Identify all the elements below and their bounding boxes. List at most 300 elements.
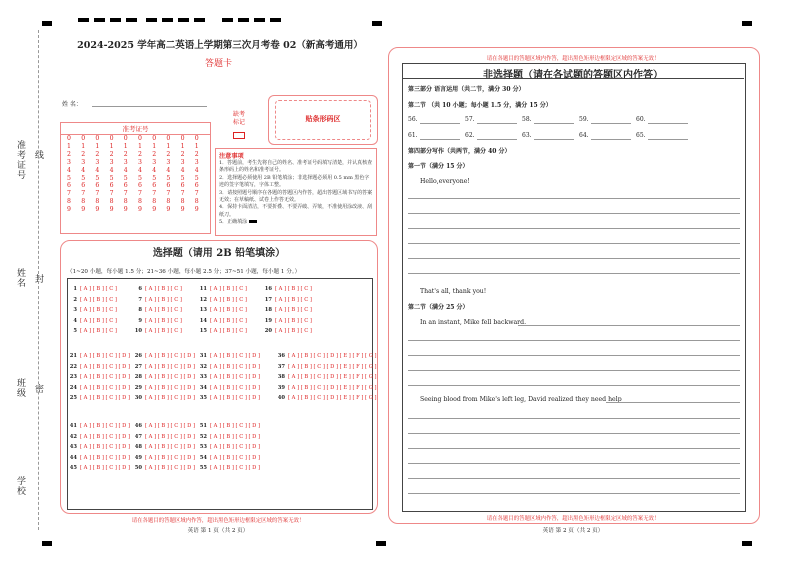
writing-line[interactable] [408, 340, 740, 341]
digit-bubble[interactable]: 3 [180, 158, 185, 166]
digit-bubble[interactable]: 2 [152, 150, 157, 158]
digit-bubble[interactable]: 0 [166, 135, 171, 142]
option-bubbles[interactable]: [ A ] [ B ] [ C ] [ D ] [ E ] [ F ] [ G ] [288, 395, 377, 401]
digit-column[interactable] [138, 135, 142, 214]
question-number: 34 [199, 384, 207, 391]
question-number: 4 [73, 317, 77, 324]
digit-bubble[interactable]: 3 [123, 158, 128, 166]
writing-section2-label: 第二节（满分 25 分） [408, 304, 469, 311]
option-bubbles[interactable]: [ A ] [ B ] [ C ] [ D ] [145, 395, 196, 401]
option-bubbles[interactable]: [ A ] [ B ] [ C ] [ D ] [210, 353, 261, 359]
digit-bubble[interactable]: 5 [194, 174, 199, 182]
digit-bubble[interactable]: 7 [138, 190, 142, 198]
option-bubbles[interactable]: [ A ] [ B ] [ C ] [ D ] [145, 384, 196, 391]
question-row[interactable] [275, 385, 377, 391]
option-bubbles[interactable]: [ A ] [ B ] [ C ] [80, 317, 117, 324]
option-bubbles[interactable]: [ A ] [ B ] [ C ] [ D ] [210, 423, 261, 429]
writing-line[interactable] [408, 448, 740, 449]
digit-bubble[interactable]: 5 [123, 174, 128, 182]
absent-label: 缺考标记 [232, 111, 245, 126]
digit-bubble[interactable]: 9 [123, 206, 128, 214]
question-row[interactable] [275, 353, 377, 359]
question-row[interactable] [132, 455, 195, 461]
writing-section1-label: 第一节（满分 15 分） [408, 163, 469, 170]
digit-bubble[interactable]: 5 [109, 174, 114, 182]
option-bubbles[interactable]: [ A ] [ B ] [ C ] [80, 286, 117, 292]
digit-bubble[interactable]: 4 [95, 166, 100, 174]
option-bubbles[interactable]: [ A ] [ B ] [ C ] [ D ] [80, 433, 131, 440]
digit-bubble[interactable]: 9 [180, 206, 185, 214]
question-row[interactable] [262, 318, 312, 324]
question-row[interactable] [67, 385, 130, 391]
notes-title: 注意事项 [219, 153, 244, 160]
digit-bubble[interactable]: 1 [152, 142, 157, 150]
digit-column[interactable] [152, 135, 156, 214]
question-number: 27 [134, 363, 142, 370]
name-field[interactable] [92, 106, 207, 107]
option-bubbles[interactable]: [ A ] [ B ] [ C ] [145, 296, 182, 303]
digit-bubble[interactable]: 4 [67, 166, 71, 174]
timing-mark [742, 21, 752, 26]
option-bubbles[interactable]: [ A ] [ B ] [ C ] [210, 307, 247, 313]
option-bubbles[interactable]: [ A ] [ B ] [ C ] [145, 307, 182, 313]
paragraph1-start: In an instant, Mike fell backward. [420, 319, 527, 326]
option-bubbles[interactable]: [ A ] [ B ] [ C ] [145, 328, 182, 334]
digit-bubble[interactable]: 7 [95, 190, 100, 198]
question-row[interactable] [132, 465, 195, 471]
option-bubbles[interactable]: [ A ] [ B ] [ C ] [ D ] [210, 454, 261, 461]
digit-bubble[interactable]: 1 [95, 142, 100, 150]
digit-bubble[interactable]: 1 [123, 142, 128, 150]
digit-bubble[interactable]: 2 [123, 150, 128, 158]
digit-bubble[interactable]: 0 [109, 135, 114, 142]
question-row[interactable] [197, 423, 260, 429]
digit-bubble[interactable]: 8 [180, 198, 185, 206]
blank-answer-line[interactable] [420, 123, 460, 124]
writing-line[interactable] [408, 213, 740, 214]
blank-answer-line[interactable] [591, 123, 631, 124]
option-bubbles[interactable]: [ A ] [ B ] [ C ] [ D ] [145, 454, 196, 461]
question-number: 46 [134, 423, 142, 429]
digit-bubble[interactable]: 3 [67, 158, 71, 166]
option-bubbles[interactable]: [ A ] [ B ] [ C ] [ D ] [210, 465, 261, 471]
question-row[interactable] [67, 364, 130, 370]
digit-bubble[interactable]: 0 [180, 135, 185, 142]
question-row[interactable] [67, 444, 130, 450]
digit-bubble[interactable]: 6 [123, 182, 128, 190]
writing-line[interactable] [408, 493, 740, 494]
question-row[interactable] [197, 353, 260, 359]
digit-bubble[interactable]: 5 [67, 174, 71, 182]
question-number: 51 [199, 423, 207, 429]
digit-bubble[interactable]: 6 [152, 182, 157, 190]
question-row[interactable] [197, 385, 260, 391]
writing-line[interactable] [408, 478, 740, 479]
digit-bubble[interactable]: 2 [67, 150, 71, 158]
digit-bubble[interactable]: 8 [152, 198, 157, 206]
digit-bubble[interactable]: 5 [180, 174, 185, 182]
option-bubbles[interactable]: [ A ] [ B ] [ C ] [ D ] [ E ] [ F ] [ G ] [288, 384, 377, 391]
digit-column[interactable] [195, 135, 199, 214]
question-number: 30 [134, 395, 142, 401]
question-row[interactable] [67, 374, 130, 380]
option-bubbles[interactable]: [ A ] [ B ] [ C ] [ D ] [145, 433, 196, 440]
digit-bubble[interactable]: 7 [166, 190, 171, 198]
side-label-secret: 密 [33, 384, 43, 394]
digit-bubble[interactable]: 4 [166, 166, 171, 174]
digit-bubble[interactable]: 7 [81, 190, 86, 198]
blank-answer-line[interactable] [420, 139, 460, 140]
blank-answer-line[interactable] [534, 139, 574, 140]
question-row[interactable] [132, 395, 195, 401]
question-row[interactable] [67, 286, 117, 292]
writing-line[interactable] [408, 370, 740, 371]
option-bubbles[interactable]: [ A ] [ B ] [ C ] [ D ] [210, 444, 261, 450]
question-number: 19 [264, 317, 272, 324]
digit-bubble[interactable]: 6 [194, 182, 199, 190]
digit-bubble[interactable]: 7 [194, 190, 199, 198]
question-row[interactable] [275, 395, 377, 401]
writing-line[interactable] [408, 433, 740, 434]
question-row[interactable] [132, 318, 182, 324]
question-row[interactable] [197, 318, 247, 324]
option-bubbles[interactable]: [ A ] [ B ] [ C ] [80, 296, 117, 303]
exam-number-grid[interactable] [60, 122, 211, 234]
digit-bubble[interactable]: 2 [194, 150, 199, 158]
digit-column[interactable] [166, 135, 170, 214]
digit-bubble[interactable]: 7 [67, 190, 71, 198]
part4-label: 第四部分写作（共两节，满分 40 分） [408, 148, 511, 155]
option-bubbles[interactable]: [ A ] [ B ] [ C ] [ D ] [145, 363, 196, 370]
digit-bubble[interactable]: 3 [166, 158, 171, 166]
writing-line[interactable] [408, 463, 740, 464]
question-row[interactable] [262, 297, 312, 303]
question-row[interactable] [67, 307, 117, 313]
option-bubbles[interactable]: [ A ] [ B ] [ C ] [ D ] [80, 374, 131, 380]
question-row[interactable] [67, 328, 117, 334]
option-bubbles[interactable]: [ A ] [ B ] [ C ] [ D ] [210, 363, 261, 370]
digit-bubble[interactable]: 6 [81, 182, 86, 190]
digit-bubble[interactable]: 4 [109, 166, 114, 174]
notes-box [215, 148, 377, 236]
digit-bubble[interactable]: 2 [166, 150, 171, 158]
digit-bubble[interactable]: 1 [180, 142, 185, 150]
timing-mark [42, 541, 52, 546]
option-bubbles[interactable]: [ A ] [ B ] [ C ] [145, 317, 182, 324]
timing-mark [742, 541, 752, 546]
writing-line[interactable] [408, 243, 740, 244]
option-bubbles[interactable]: [ A ] [ B ] [ C ] [275, 328, 312, 334]
writing-line[interactable] [518, 325, 740, 326]
blank-answer-line[interactable] [477, 139, 517, 140]
option-bubbles[interactable]: [ A ] [ B ] [ C ] [ D ] [210, 395, 261, 401]
digit-bubble[interactable]: 7 [123, 190, 128, 198]
question-row[interactable] [275, 374, 377, 380]
question-row[interactable] [197, 465, 260, 471]
question-number: 25 [69, 395, 77, 401]
absent-checkbox[interactable] [233, 132, 245, 139]
question-row[interactable] [262, 328, 312, 334]
blank-number: 62. [465, 132, 475, 139]
note-item: 2．选择题必须使用 2B 铅笔填涂；非选择题必须用 0.5 mm 黑色字迹的签字笔填写，字体工整。 [219, 174, 370, 189]
option-bubbles[interactable]: [ A ] [ B ] [ C ] [ D ] [80, 465, 131, 471]
digit-bubble[interactable]: 3 [95, 158, 100, 166]
question-number: 6 [138, 286, 142, 292]
digit-bubble[interactable]: 1 [109, 142, 114, 150]
digit-bubble[interactable]: 9 [95, 206, 100, 214]
digit-bubble[interactable]: 3 [138, 158, 142, 166]
writing-line[interactable] [408, 258, 740, 259]
option-bubbles[interactable]: [ A ] [ B ] [ C ] [ D ] [145, 465, 196, 471]
digit-bubble[interactable]: 0 [67, 135, 71, 142]
question-row[interactable] [132, 444, 195, 450]
blank-answer-line[interactable] [591, 139, 631, 140]
digit-bubble[interactable]: 5 [81, 174, 86, 182]
digit-bubble[interactable]: 4 [180, 166, 185, 174]
option-bubbles[interactable]: [ A ] [ B ] [ C ] [ D ] [ E ] [ F ] [ G ] [288, 363, 377, 370]
digit-bubble[interactable]: 2 [81, 150, 86, 158]
choice-section [60, 240, 378, 514]
digit-bubble[interactable]: 0 [95, 135, 100, 142]
option-bubbles[interactable]: [ A ] [ B ] [ C ] [ D ] [80, 395, 131, 401]
option-bubbles[interactable]: [ A ] [ B ] [ C ] [ D ] [80, 444, 131, 450]
question-row[interactable] [67, 353, 130, 359]
question-number: 8 [138, 307, 142, 313]
question-row[interactable] [67, 395, 130, 401]
question-row[interactable] [197, 455, 260, 461]
option-bubbles[interactable]: [ A ] [ B ] [ C ] [275, 296, 312, 303]
question-row[interactable] [197, 434, 260, 440]
option-bubbles[interactable]: [ A ] [ B ] [ C ] [ D ] [145, 374, 196, 380]
card-subtitle: 答题卡 [205, 59, 233, 69]
digit-bubble[interactable]: 2 [95, 150, 100, 158]
option-bubbles[interactable]: [ A ] [ B ] [ C ] [80, 307, 117, 313]
question-row[interactable] [262, 286, 312, 292]
digit-bubble[interactable]: 6 [138, 182, 142, 190]
option-bubbles[interactable]: [ A ] [ B ] [ C ] [ D ] [210, 384, 261, 391]
question-number: 9 [138, 317, 142, 324]
question-row[interactable] [132, 297, 182, 303]
side-label-class: 班级 [15, 378, 25, 398]
option-bubbles[interactable]: [ A ] [ B ] [ C ] [ D ] [80, 353, 131, 359]
digit-bubble[interactable]: 9 [67, 206, 71, 214]
question-row[interactable] [132, 423, 195, 429]
digit-bubble[interactable]: 8 [109, 198, 114, 206]
question-number: 3 [73, 307, 77, 313]
writing-line[interactable] [408, 198, 740, 199]
digit-bubble[interactable]: 0 [138, 135, 142, 142]
option-bubbles[interactable]: [ A ] [ B ] [ C ] [ D ] [80, 363, 131, 370]
question-number: 17 [264, 296, 272, 303]
blank-answer-line[interactable] [477, 123, 517, 124]
digit-bubble[interactable]: 1 [67, 142, 71, 150]
digit-bubble[interactable]: 2 [180, 150, 185, 158]
digit-bubble[interactable]: 0 [152, 135, 157, 142]
digit-bubble[interactable]: 2 [109, 150, 114, 158]
option-bubbles[interactable]: [ A ] [ B ] [ C ] [275, 307, 312, 313]
digit-bubble[interactable]: 5 [166, 174, 171, 182]
question-number: 45 [69, 465, 77, 471]
digit-bubble[interactable]: 7 [152, 190, 157, 198]
question-row[interactable] [132, 434, 195, 440]
digit-bubble[interactable]: 4 [138, 166, 142, 174]
writing-line[interactable] [408, 273, 740, 274]
question-number: 35 [199, 395, 207, 401]
digit-column[interactable] [67, 135, 71, 214]
digit-bubble[interactable]: 8 [81, 198, 86, 206]
digit-bubble[interactable]: 1 [138, 142, 142, 150]
right-bottom-warning: 请在各题目的答题区域内作答，超出黑色矩形边框限定区域的答案无效！ [486, 516, 660, 522]
question-row[interactable] [262, 307, 312, 313]
digit-bubble[interactable]: 6 [95, 182, 100, 190]
option-bubbles[interactable]: [ A ] [ B ] [ C ] [275, 286, 312, 292]
question-row[interactable] [197, 307, 247, 313]
question-number: 29 [134, 384, 142, 391]
digit-bubble[interactable]: 4 [152, 166, 157, 174]
digit-bubble[interactable]: 9 [138, 206, 142, 214]
question-row[interactable] [197, 444, 260, 450]
digit-bubble[interactable]: 5 [138, 174, 142, 182]
side-label-line: 线 [33, 150, 43, 160]
digit-bubble[interactable]: 9 [194, 206, 199, 214]
letter-end: That's all, thank you! [420, 288, 487, 295]
digit-bubble[interactable]: 4 [123, 166, 128, 174]
option-bubbles[interactable]: [ A ] [ B ] [ C ] [145, 286, 182, 292]
option-bubbles[interactable]: [ A ] [ B ] [ C ] [ D ] [80, 454, 131, 461]
choice-title: 选择题（请用 2B 铅笔填涂） [152, 248, 286, 259]
question-row[interactable] [132, 286, 182, 292]
question-row[interactable] [132, 353, 195, 359]
writing-line[interactable] [408, 385, 740, 386]
note-item: 5．正确填涂 [219, 219, 248, 226]
option-bubbles[interactable]: [ A ] [ B ] [ C ] [210, 296, 247, 303]
blank-answer-line[interactable] [534, 123, 574, 124]
digit-bubble[interactable]: 8 [123, 198, 128, 206]
question-row[interactable] [67, 455, 130, 461]
digit-bubble[interactable]: 6 [166, 182, 171, 190]
note-item: 4．保持卡面清洁，不要折叠、不要弄破、弄皱，不准使用涂改液、刮纸刀。 [219, 204, 373, 218]
question-row[interactable] [132, 307, 182, 313]
digit-column[interactable] [81, 135, 85, 214]
digit-bubble[interactable]: 5 [152, 174, 157, 182]
blank-number: 64. [579, 132, 589, 139]
timing-mark [42, 21, 52, 26]
question-number: 54 [199, 454, 207, 461]
question-number: 52 [199, 433, 207, 440]
digit-bubble[interactable]: 0 [81, 135, 86, 142]
digit-bubble[interactable]: 8 [138, 198, 142, 206]
exam-number-label: 准考证号 [61, 124, 210, 135]
writing-line[interactable] [606, 402, 740, 403]
question-row[interactable] [132, 374, 195, 380]
option-bubbles[interactable]: [ A ] [ B ] [ C ] [ D ] [145, 423, 196, 429]
option-bubbles[interactable]: [ A ] [ B ] [ C ] [210, 317, 247, 324]
question-row[interactable] [197, 328, 247, 334]
question-row[interactable] [67, 297, 117, 303]
option-bubbles[interactable]: [ A ] [ B ] [ C ] [80, 328, 117, 334]
digit-bubble[interactable]: 3 [109, 158, 114, 166]
writing-line[interactable] [408, 418, 740, 419]
digit-bubble[interactable]: 4 [194, 166, 199, 174]
question-row[interactable] [197, 286, 247, 292]
digit-bubble[interactable]: 0 [123, 135, 128, 142]
digit-bubble[interactable]: 8 [194, 198, 199, 206]
question-number: 36 [277, 353, 285, 359]
question-row[interactable] [197, 364, 260, 370]
question-row[interactable] [67, 423, 130, 429]
question-row[interactable] [132, 385, 195, 391]
option-bubbles[interactable]: [ A ] [ B ] [ C ] [ D ] [210, 433, 261, 440]
writing-line[interactable] [408, 228, 740, 229]
digit-bubble[interactable]: 5 [95, 174, 100, 182]
option-bubbles[interactable]: [ A ] [ B ] [ C ] [ D ] [145, 444, 196, 450]
option-bubbles[interactable]: [ A ] [ B ] [ C ] [ D ] [ E ] [ F ] [ G ] [288, 374, 377, 380]
question-row[interactable] [132, 328, 182, 334]
option-bubbles[interactable]: [ A ] [ B ] [ C ] [210, 286, 247, 292]
blank-number: 65. [636, 132, 646, 139]
digit-column[interactable] [95, 135, 99, 214]
digit-bubble[interactable]: 3 [81, 158, 86, 166]
digit-bubble[interactable]: 8 [95, 198, 100, 206]
option-bubbles[interactable]: [ A ] [ B ] [ C ] [210, 328, 247, 334]
question-number: 24 [69, 384, 77, 391]
digit-bubble[interactable]: 1 [81, 142, 86, 150]
digit-bubble[interactable]: 7 [109, 190, 114, 198]
option-bubbles[interactable]: [ A ] [ B ] [ C ] [275, 317, 312, 324]
option-bubbles[interactable]: [ A ] [ B ] [ C ] [ D ] [80, 384, 131, 391]
digit-bubble[interactable]: 1 [194, 142, 199, 150]
option-bubbles[interactable]: [ A ] [ B ] [ C ] [ D ] [ E ] [ F ] [ G ] [288, 353, 377, 359]
digit-bubble[interactable]: 6 [180, 182, 185, 190]
question-row[interactable] [67, 318, 117, 324]
digit-bubble[interactable]: 9 [152, 206, 157, 214]
timing-mark [372, 21, 382, 26]
digit-column[interactable] [110, 135, 114, 214]
digit-column[interactable] [181, 135, 185, 214]
question-row[interactable] [197, 374, 260, 380]
digit-bubble[interactable]: 3 [152, 158, 157, 166]
digit-bubble[interactable]: 7 [180, 190, 185, 198]
digit-bubble[interactable]: 6 [109, 182, 114, 190]
option-bubbles[interactable]: [ A ] [ B ] [ C ] [ D ] [145, 353, 196, 359]
question-row[interactable] [67, 465, 130, 471]
digit-bubble[interactable]: 9 [81, 206, 86, 214]
question-row[interactable] [197, 297, 247, 303]
question-row[interactable] [67, 434, 130, 440]
digit-bubble[interactable]: 9 [109, 206, 114, 214]
digit-column[interactable] [124, 135, 128, 214]
option-bubbles[interactable]: [ A ] [ B ] [ C ] [ D ] [80, 423, 131, 429]
blank-number: 60. [636, 116, 646, 123]
blank-answer-line[interactable] [648, 139, 688, 140]
digit-bubble[interactable]: 2 [138, 150, 142, 158]
digit-bubble[interactable]: 8 [166, 198, 171, 206]
digit-bubble[interactable]: 0 [194, 135, 199, 142]
digit-bubble[interactable]: 6 [67, 182, 71, 190]
question-row[interactable] [132, 364, 195, 370]
blank-answer-line[interactable] [648, 123, 688, 124]
question-row[interactable] [197, 395, 260, 401]
digit-bubble[interactable]: 3 [194, 158, 199, 166]
question-number: 40 [277, 395, 285, 401]
digit-bubble[interactable]: 9 [166, 206, 171, 214]
writing-line[interactable] [408, 355, 740, 356]
digit-bubble[interactable]: 4 [81, 166, 86, 174]
option-bubbles[interactable]: [ A ] [ B ] [ C ] [ D ] [210, 374, 261, 380]
digit-bubble[interactable]: 8 [67, 198, 71, 206]
digit-bubble[interactable]: 1 [166, 142, 171, 150]
question-row[interactable] [275, 364, 377, 370]
